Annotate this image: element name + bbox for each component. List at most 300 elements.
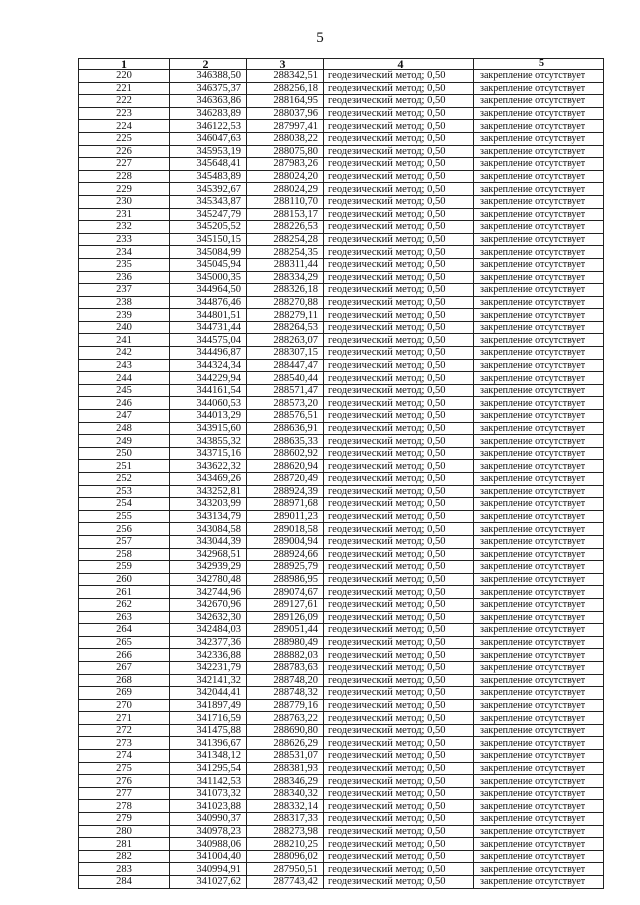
method-accuracy-cell: геодезический метод; 0,50 — [324, 70, 474, 83]
table-row — [79, 787, 604, 800]
y-coordinate-cell: 288024,29 — [247, 183, 324, 196]
marking-description-cell: закрепление отсутствует — [474, 787, 604, 800]
x-coordinate-cell: 345000,35 — [170, 271, 247, 284]
x-coordinate-cell: 343134,79 — [170, 510, 247, 523]
point-number-cell: 271 — [79, 712, 170, 725]
method-accuracy-cell: геодезический метод; 0,50 — [324, 624, 474, 637]
x-coordinate-cell: 345205,52 — [170, 221, 247, 234]
marking-description-cell: закрепление отсутствует — [474, 624, 604, 637]
point-number-cell: 221 — [79, 82, 170, 95]
x-coordinate-cell: 346388,50 — [170, 70, 247, 83]
point-number-cell: 236 — [79, 271, 170, 284]
table-row — [79, 876, 604, 889]
x-coordinate-cell: 342336,88 — [170, 649, 247, 662]
x-coordinate-cell: 341348,12 — [170, 750, 247, 763]
x-coordinate-cell: 341142,53 — [170, 775, 247, 788]
method-accuracy-cell: геодезический метод; 0,50 — [324, 447, 474, 460]
y-coordinate-cell: 288226,53 — [247, 221, 324, 234]
marking-description-cell: закрепление отсутствует — [474, 649, 604, 662]
method-accuracy-cell: геодезический метод; 0,50 — [324, 321, 474, 334]
method-accuracy-cell: геодезический метод; 0,50 — [324, 498, 474, 511]
marking-description-cell: закрепление отсутствует — [474, 838, 604, 851]
x-coordinate-cell: 341027,62 — [170, 876, 247, 889]
y-coordinate-cell: 288153,17 — [247, 208, 324, 221]
y-coordinate-cell: 287743,42 — [247, 876, 324, 889]
x-coordinate-cell: 342670,96 — [170, 598, 247, 611]
x-coordinate-cell: 343084,58 — [170, 523, 247, 536]
point-number-cell: 263 — [79, 611, 170, 624]
y-coordinate-cell: 288882,03 — [247, 649, 324, 662]
point-number-cell: 234 — [79, 246, 170, 259]
x-coordinate-cell: 344161,54 — [170, 384, 247, 397]
marking-description-cell: закрепление отсутствует — [474, 221, 604, 234]
y-coordinate-cell: 288279,11 — [247, 309, 324, 322]
y-coordinate-cell: 288164,95 — [247, 95, 324, 108]
point-number-cell: 241 — [79, 334, 170, 347]
table-row — [79, 233, 604, 246]
method-accuracy-cell: геодезический метод; 0,50 — [324, 195, 474, 208]
marking-description-cell: закрепление отсутствует — [474, 170, 604, 183]
method-accuracy-cell: геодезический метод; 0,50 — [324, 699, 474, 712]
method-accuracy-cell: геодезический метод; 0,50 — [324, 649, 474, 662]
point-number-cell: 232 — [79, 221, 170, 234]
y-coordinate-cell: 288317,33 — [247, 813, 324, 826]
x-coordinate-cell: 344876,46 — [170, 296, 247, 309]
method-accuracy-cell: геодезический метод; 0,50 — [324, 334, 474, 347]
y-coordinate-cell: 288256,18 — [247, 82, 324, 95]
table-row — [79, 548, 604, 561]
x-coordinate-cell: 343622,32 — [170, 460, 247, 473]
y-coordinate-cell: 288571,47 — [247, 384, 324, 397]
marking-description-cell: закрепление отсутствует — [474, 850, 604, 863]
y-coordinate-cell: 287997,41 — [247, 120, 324, 133]
point-number-cell: 222 — [79, 95, 170, 108]
method-accuracy-cell: геодезический метод; 0,50 — [324, 535, 474, 548]
method-accuracy-cell: геодезический метод; 0,50 — [324, 548, 474, 561]
x-coordinate-cell: 343915,60 — [170, 422, 247, 435]
point-number-cell: 257 — [79, 535, 170, 548]
x-coordinate-cell: 344964,50 — [170, 284, 247, 297]
x-coordinate-cell: 341897,49 — [170, 699, 247, 712]
method-accuracy-cell: геодезический метод; 0,50 — [324, 687, 474, 700]
marking-description-cell: закрепление отсутствует — [474, 70, 604, 83]
marking-description-cell: закрепление отсутствует — [474, 397, 604, 410]
table-row — [79, 120, 604, 133]
table-row — [79, 296, 604, 309]
y-coordinate-cell: 289126,09 — [247, 611, 324, 624]
method-accuracy-cell: геодезический метод; 0,50 — [324, 221, 474, 234]
method-accuracy-cell: геодезический метод; 0,50 — [324, 208, 474, 221]
point-number-cell: 223 — [79, 107, 170, 120]
y-coordinate-cell: 288342,51 — [247, 70, 324, 83]
method-accuracy-cell: геодезический метод; 0,50 — [324, 132, 474, 145]
table-row — [79, 724, 604, 737]
table-row — [79, 359, 604, 372]
table-row — [79, 246, 604, 259]
table-row — [79, 624, 604, 637]
point-number-cell: 250 — [79, 447, 170, 460]
point-number-cell: 254 — [79, 498, 170, 511]
x-coordinate-cell: 345953,19 — [170, 145, 247, 158]
y-coordinate-cell: 288779,16 — [247, 699, 324, 712]
marking-description-cell: закрепление отсутствует — [474, 82, 604, 95]
point-number-cell: 240 — [79, 321, 170, 334]
y-coordinate-cell: 288332,14 — [247, 800, 324, 813]
y-coordinate-cell: 288748,20 — [247, 674, 324, 687]
point-number-cell: 266 — [79, 649, 170, 662]
method-accuracy-cell: геодезический метод; 0,50 — [324, 661, 474, 674]
method-accuracy-cell: геодезический метод; 0,50 — [324, 561, 474, 574]
table-row — [79, 598, 604, 611]
method-accuracy-cell: геодезический метод; 0,50 — [324, 876, 474, 889]
table-row — [79, 699, 604, 712]
marking-description-cell: закрепление отсутствует — [474, 699, 604, 712]
x-coordinate-cell: 342968,51 — [170, 548, 247, 561]
table-row — [79, 271, 604, 284]
x-coordinate-cell: 342044,41 — [170, 687, 247, 700]
marking-description-cell: закрепление отсутствует — [474, 687, 604, 700]
point-number-cell: 262 — [79, 598, 170, 611]
point-number-cell: 245 — [79, 384, 170, 397]
marking-description-cell: закрепление отсутствует — [474, 611, 604, 624]
y-coordinate-cell: 288531,07 — [247, 750, 324, 763]
point-number-cell: 273 — [79, 737, 170, 750]
x-coordinate-cell: 346122,53 — [170, 120, 247, 133]
y-coordinate-cell: 288748,32 — [247, 687, 324, 700]
x-coordinate-cell: 343469,26 — [170, 473, 247, 486]
y-coordinate-cell: 288620,94 — [247, 460, 324, 473]
x-coordinate-cell: 346047,63 — [170, 132, 247, 145]
column-header-1: 1 — [79, 59, 170, 70]
table-row — [79, 70, 604, 83]
point-number-cell: 259 — [79, 561, 170, 574]
x-coordinate-cell: 341396,67 — [170, 737, 247, 750]
point-number-cell: 249 — [79, 435, 170, 448]
y-coordinate-cell: 288273,98 — [247, 825, 324, 838]
method-accuracy-cell: геодезический метод; 0,50 — [324, 246, 474, 259]
method-accuracy-cell: геодезический метод; 0,50 — [324, 397, 474, 410]
point-number-cell: 270 — [79, 699, 170, 712]
table-row — [79, 321, 604, 334]
marking-description-cell: закрепление отсутствует — [474, 775, 604, 788]
point-number-cell: 226 — [79, 145, 170, 158]
point-number-cell: 225 — [79, 132, 170, 145]
method-accuracy-cell: геодезический метод; 0,50 — [324, 309, 474, 322]
y-coordinate-cell: 288925,79 — [247, 561, 324, 574]
x-coordinate-cell: 344731,44 — [170, 321, 247, 334]
marking-description-cell: закрепление отсутствует — [474, 573, 604, 586]
y-coordinate-cell: 288096,02 — [247, 850, 324, 863]
point-number-cell: 274 — [79, 750, 170, 763]
marking-description-cell: закрепление отсутствует — [474, 347, 604, 360]
y-coordinate-cell: 289004,94 — [247, 535, 324, 548]
table-row — [79, 762, 604, 775]
table-row — [79, 485, 604, 498]
y-coordinate-cell: 288263,07 — [247, 334, 324, 347]
y-coordinate-cell: 288311,44 — [247, 258, 324, 271]
table-body — [79, 70, 604, 889]
table-row — [79, 132, 604, 145]
table-row — [79, 737, 604, 750]
x-coordinate-cell: 345150,15 — [170, 233, 247, 246]
x-coordinate-cell: 346363,86 — [170, 95, 247, 108]
table-row — [79, 473, 604, 486]
table-row — [79, 284, 604, 297]
method-accuracy-cell: геодезический метод; 0,50 — [324, 145, 474, 158]
x-coordinate-cell: 341004,40 — [170, 850, 247, 863]
y-coordinate-cell: 288024,20 — [247, 170, 324, 183]
method-accuracy-cell: геодезический метод; 0,50 — [324, 762, 474, 775]
table-row — [79, 447, 604, 460]
x-coordinate-cell: 342744,96 — [170, 586, 247, 599]
y-coordinate-cell: 288326,18 — [247, 284, 324, 297]
point-number-cell: 248 — [79, 422, 170, 435]
point-number-cell: 265 — [79, 636, 170, 649]
x-coordinate-cell: 345483,89 — [170, 170, 247, 183]
column-header-3: 3 — [247, 59, 324, 70]
y-coordinate-cell: 288540,44 — [247, 372, 324, 385]
marking-description-cell: закрепление отсутствует — [474, 674, 604, 687]
x-coordinate-cell: 344013,29 — [170, 410, 247, 423]
table-row — [79, 183, 604, 196]
point-number-cell: 272 — [79, 724, 170, 737]
table-row — [79, 170, 604, 183]
x-coordinate-cell: 343715,16 — [170, 447, 247, 460]
y-coordinate-cell: 287950,51 — [247, 863, 324, 876]
table-row — [79, 258, 604, 271]
table-row — [79, 825, 604, 838]
point-number-cell: 242 — [79, 347, 170, 360]
y-coordinate-cell: 289074,67 — [247, 586, 324, 599]
point-number-cell: 252 — [79, 473, 170, 486]
table-row — [79, 347, 604, 360]
marking-description-cell: закрепление отсутствует — [474, 636, 604, 649]
marking-description-cell: закрепление отсутствует — [474, 800, 604, 813]
x-coordinate-cell: 342484,03 — [170, 624, 247, 637]
marking-description-cell: закрепление отсутствует — [474, 825, 604, 838]
method-accuracy-cell: геодезический метод; 0,50 — [324, 296, 474, 309]
x-coordinate-cell: 345084,99 — [170, 246, 247, 259]
x-coordinate-cell: 343203,99 — [170, 498, 247, 511]
x-coordinate-cell: 343855,32 — [170, 435, 247, 448]
marking-description-cell: закрепление отсутствует — [474, 485, 604, 498]
y-coordinate-cell: 288924,39 — [247, 485, 324, 498]
point-number-cell: 237 — [79, 284, 170, 297]
point-number-cell: 227 — [79, 158, 170, 171]
point-number-cell: 282 — [79, 850, 170, 863]
y-coordinate-cell: 288334,29 — [247, 271, 324, 284]
point-number-cell: 280 — [79, 825, 170, 838]
point-number-cell: 224 — [79, 120, 170, 133]
method-accuracy-cell: геодезический метод; 0,50 — [324, 523, 474, 536]
table-row — [79, 573, 604, 586]
y-coordinate-cell: 288636,91 — [247, 422, 324, 435]
marking-description-cell: закрепление отсутствует — [474, 158, 604, 171]
point-number-cell: 277 — [79, 787, 170, 800]
marking-description-cell: закрепление отсутствует — [474, 334, 604, 347]
method-accuracy-cell: геодезический метод; 0,50 — [324, 460, 474, 473]
x-coordinate-cell: 344060,53 — [170, 397, 247, 410]
table-row — [79, 561, 604, 574]
point-number-cell: 251 — [79, 460, 170, 473]
x-coordinate-cell: 345648,41 — [170, 158, 247, 171]
method-accuracy-cell: геодезический метод; 0,50 — [324, 573, 474, 586]
marking-description-cell: закрепление отсутствует — [474, 586, 604, 599]
method-accuracy-cell: геодезический метод; 0,50 — [324, 800, 474, 813]
y-coordinate-cell: 288635,33 — [247, 435, 324, 448]
table-row — [79, 460, 604, 473]
marking-description-cell: закрепление отсутствует — [474, 208, 604, 221]
y-coordinate-cell: 288924,66 — [247, 548, 324, 561]
method-accuracy-cell: геодезический метод; 0,50 — [324, 674, 474, 687]
y-coordinate-cell: 288576,51 — [247, 410, 324, 423]
method-accuracy-cell: геодезический метод; 0,50 — [324, 510, 474, 523]
x-coordinate-cell: 341716,59 — [170, 712, 247, 725]
table-row — [79, 750, 604, 763]
point-number-cell: 246 — [79, 397, 170, 410]
x-coordinate-cell: 344229,94 — [170, 372, 247, 385]
y-coordinate-cell: 289018,58 — [247, 523, 324, 536]
marking-description-cell: закрепление отсутствует — [474, 258, 604, 271]
x-coordinate-cell: 340994,91 — [170, 863, 247, 876]
method-accuracy-cell: геодезический метод; 0,50 — [324, 712, 474, 725]
marking-description-cell: закрепление отсутствует — [474, 321, 604, 334]
marking-description-cell: закрепление отсутствует — [474, 510, 604, 523]
table-row — [79, 850, 604, 863]
point-number-cell: 253 — [79, 485, 170, 498]
y-coordinate-cell: 288075,80 — [247, 145, 324, 158]
x-coordinate-cell: 345343,87 — [170, 195, 247, 208]
method-accuracy-cell: геодезический метод; 0,50 — [324, 737, 474, 750]
point-number-cell: 284 — [79, 876, 170, 889]
table-row — [79, 208, 604, 221]
table-row — [79, 422, 604, 435]
point-number-cell: 276 — [79, 775, 170, 788]
y-coordinate-cell: 288307,15 — [247, 347, 324, 360]
point-number-cell: 267 — [79, 661, 170, 674]
marking-description-cell: закрепление отсутствует — [474, 750, 604, 763]
point-number-cell: 235 — [79, 258, 170, 271]
point-number-cell: 281 — [79, 838, 170, 851]
table-row — [79, 309, 604, 322]
point-number-cell: 261 — [79, 586, 170, 599]
marking-description-cell: закрепление отсутствует — [474, 548, 604, 561]
method-accuracy-cell: геодезический метод; 0,50 — [324, 410, 474, 423]
table-row — [79, 195, 604, 208]
marking-description-cell: закрепление отсутствует — [474, 95, 604, 108]
x-coordinate-cell: 341295,54 — [170, 762, 247, 775]
point-number-cell: 238 — [79, 296, 170, 309]
x-coordinate-cell: 345247,79 — [170, 208, 247, 221]
point-number-cell: 233 — [79, 233, 170, 246]
y-coordinate-cell: 288270,88 — [247, 296, 324, 309]
column-header-2: 2 — [170, 59, 247, 70]
x-coordinate-cell: 344324,34 — [170, 359, 247, 372]
marking-description-cell: закрепление отсутствует — [474, 498, 604, 511]
marking-description-cell: закрепление отсутствует — [474, 737, 604, 750]
table-row — [79, 221, 604, 234]
marking-description-cell: закрепление отсутствует — [474, 410, 604, 423]
table-row — [79, 636, 604, 649]
method-accuracy-cell: геодезический метод; 0,50 — [324, 82, 474, 95]
page-number: 5 — [316, 30, 324, 46]
method-accuracy-cell: геодезический метод; 0,50 — [324, 473, 474, 486]
method-accuracy-cell: геодезический метод; 0,50 — [324, 750, 474, 763]
x-coordinate-cell: 341023,88 — [170, 800, 247, 813]
x-coordinate-cell: 345392,67 — [170, 183, 247, 196]
y-coordinate-cell: 288763,22 — [247, 712, 324, 725]
y-coordinate-cell: 288783,63 — [247, 661, 324, 674]
x-coordinate-cell: 342632,30 — [170, 611, 247, 624]
table-row — [79, 535, 604, 548]
table-row — [79, 712, 604, 725]
table-row — [79, 838, 604, 851]
table-row — [79, 397, 604, 410]
table-row — [79, 863, 604, 876]
point-number-cell: 229 — [79, 183, 170, 196]
x-coordinate-cell: 342231,79 — [170, 661, 247, 674]
y-coordinate-cell: 288037,96 — [247, 107, 324, 120]
column-header-4: 4 — [324, 59, 474, 70]
marking-description-cell: закрепление отсутствует — [474, 271, 604, 284]
point-number-cell: 278 — [79, 800, 170, 813]
column-header-5: 5 — [474, 59, 604, 70]
point-number-cell: 228 — [79, 170, 170, 183]
method-accuracy-cell: геодезический метод; 0,50 — [324, 347, 474, 360]
marking-description-cell: закрепление отсутствует — [474, 183, 604, 196]
table-row — [79, 775, 604, 788]
point-number-cell: 239 — [79, 309, 170, 322]
marking-description-cell: закрепление отсутствует — [474, 384, 604, 397]
point-number-cell: 258 — [79, 548, 170, 561]
x-coordinate-cell: 342141,32 — [170, 674, 247, 687]
y-coordinate-cell: 289127,61 — [247, 598, 324, 611]
point-number-cell: 264 — [79, 624, 170, 637]
table-row — [79, 498, 604, 511]
marking-description-cell: закрепление отсутствует — [474, 120, 604, 133]
x-coordinate-cell: 341475,88 — [170, 724, 247, 737]
method-accuracy-cell: геодезический метод; 0,50 — [324, 170, 474, 183]
method-accuracy-cell: геодезический метод; 0,50 — [324, 598, 474, 611]
method-accuracy-cell: геодезический метод; 0,50 — [324, 120, 474, 133]
point-number-cell: 268 — [79, 674, 170, 687]
marking-description-cell: закрепление отсутствует — [474, 195, 604, 208]
y-coordinate-cell: 288690,80 — [247, 724, 324, 737]
y-coordinate-cell: 288447,47 — [247, 359, 324, 372]
method-accuracy-cell: геодезический метод; 0,50 — [324, 586, 474, 599]
y-coordinate-cell: 288254,28 — [247, 233, 324, 246]
table-row — [79, 107, 604, 120]
method-accuracy-cell: геодезический метод; 0,50 — [324, 863, 474, 876]
y-coordinate-cell: 288340,32 — [247, 787, 324, 800]
y-coordinate-cell: 289011,23 — [247, 510, 324, 523]
marking-description-cell: закрепление отсутствует — [474, 712, 604, 725]
marking-description-cell: закрепление отсутствует — [474, 876, 604, 889]
method-accuracy-cell: геодезический метод; 0,50 — [324, 158, 474, 171]
point-number-cell: 275 — [79, 762, 170, 775]
marking-description-cell: закрепление отсутствует — [474, 107, 604, 120]
marking-description-cell: закрепление отсутствует — [474, 246, 604, 259]
y-coordinate-cell: 289051,44 — [247, 624, 324, 637]
y-coordinate-cell: 287983,26 — [247, 158, 324, 171]
y-coordinate-cell: 288110,70 — [247, 195, 324, 208]
marking-description-cell: закрепление отсутствует — [474, 724, 604, 737]
method-accuracy-cell: геодезический метод; 0,50 — [324, 271, 474, 284]
method-accuracy-cell: геодезический метод; 0,50 — [324, 825, 474, 838]
marking-description-cell: закрепление отсутствует — [474, 422, 604, 435]
x-coordinate-cell: 346283,89 — [170, 107, 247, 120]
table-row — [79, 82, 604, 95]
